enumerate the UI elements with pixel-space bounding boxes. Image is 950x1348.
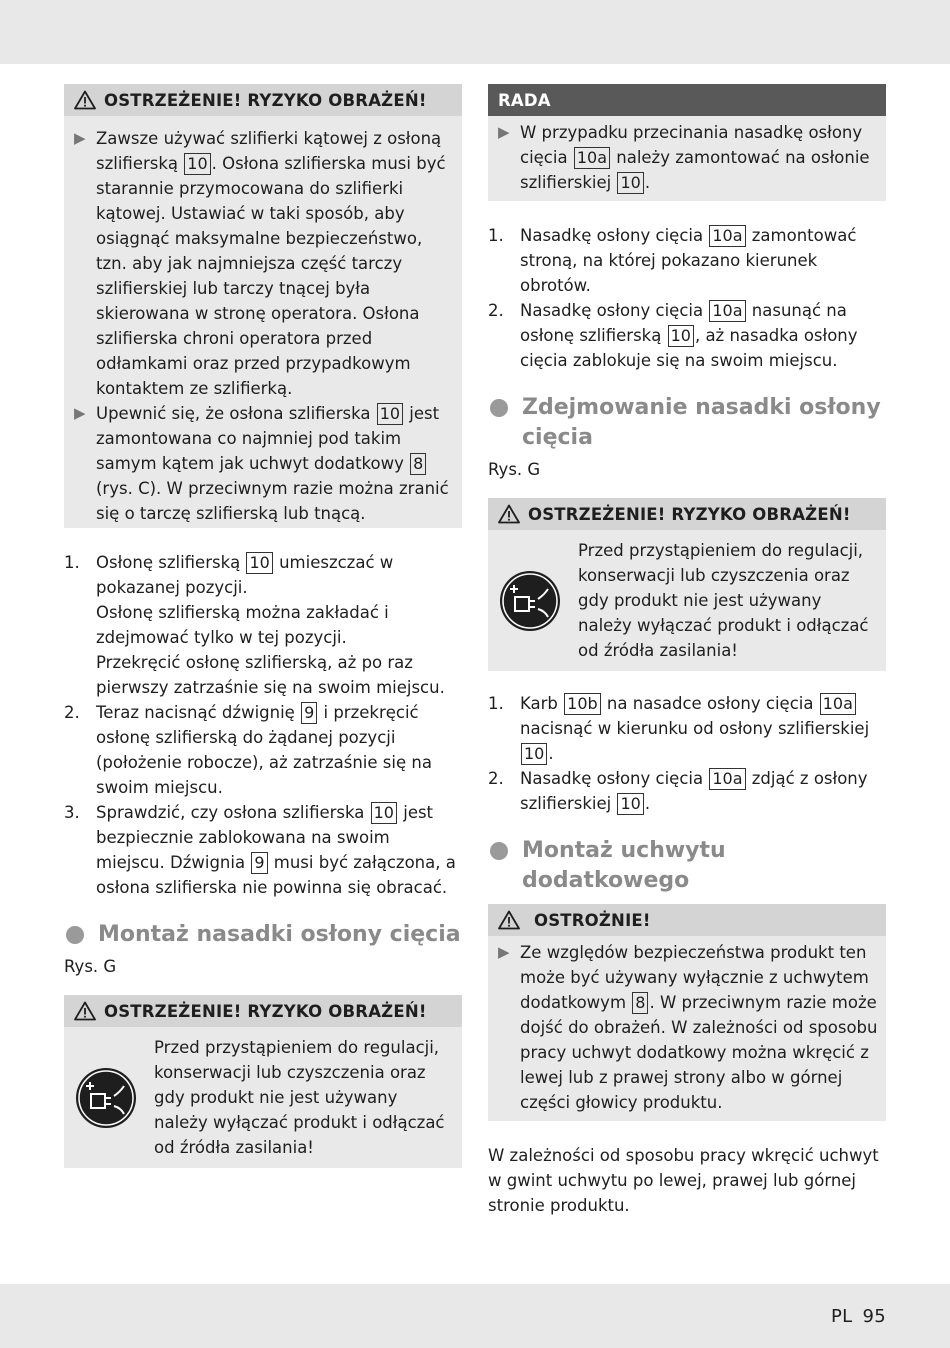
step-item — [64, 800, 462, 900]
tip-header — [488, 84, 886, 116]
step-item — [64, 550, 462, 700]
section-heading — [64, 920, 462, 950]
step-text: , aż nasadka osłony cięcia zablokuje się na swoim miejscu. — [520, 326, 858, 370]
step-number: 1. — [64, 553, 80, 572]
bullet-text: Zawsze używać szlifierki kątowej z osłoną szlifierską — [96, 129, 442, 173]
arrow-bullet-icon: ▶ — [498, 943, 510, 961]
installation-steps — [64, 550, 462, 900]
step-text: na nasadce osłony cięcia — [601, 694, 819, 713]
warning-box-power — [64, 995, 462, 1168]
step-text: Nasadkę osłony cięcia — [520, 226, 709, 245]
heading-bullet-icon — [66, 926, 84, 944]
warning-title: OSTRZEŻENIE! RYZYKO OBRAŻEŃ! — [104, 1001, 427, 1021]
left-column — [64, 84, 462, 1168]
step-text: Karb — [520, 694, 564, 713]
heading-bullet-icon — [490, 842, 508, 860]
warning-title: OSTRZEŻENIE! RYZYKO OBRAŻEŃ! — [104, 90, 427, 110]
body-paragraph: W zależności od sposobu pracy wkręcić uchwyt w gwint uchwytu po lewej, prawej lub górnej stronie produktu. — [488, 1146, 879, 1215]
step-text: . — [548, 744, 554, 763]
step-text: jest bezpiecznie zablokowana na swoim miejscu. Dźwignia — [96, 803, 434, 872]
part-reference: 10 — [521, 743, 547, 765]
right-column — [488, 84, 886, 1218]
warning-triangle-icon — [74, 90, 96, 110]
bullet-text: (rys. C). W przeciwnym razie można zranić się o tarczę szlifierską lub tnącą. — [96, 479, 449, 523]
part-reference: 10 — [371, 802, 397, 824]
warning-text: Przed przystąpieniem do regulacji, konserwacji lub czyszczenia oraz gdy produkt nie jest używany należy wyłączać produkt i odłączać od źródła zasilania! — [154, 1038, 445, 1157]
step-item — [488, 298, 886, 373]
page-footer — [831, 1304, 886, 1329]
section-heading-text: Montaż nasadki osłony cięcia — [98, 922, 461, 947]
step-text: Teraz nacisnąć dźwignię — [96, 703, 301, 722]
step-number: 2. — [488, 769, 504, 788]
bullet-text: Upewnić się, że osłona szlifierska — [96, 404, 376, 423]
figure-reference: Rys. G — [488, 460, 541, 479]
step-text: . — [644, 794, 651, 813]
mount-steps — [488, 223, 886, 373]
part-reference: 10 — [668, 325, 694, 347]
step-number: 1. — [488, 694, 504, 713]
tip-text: . — [644, 173, 651, 192]
warning-triangle-icon — [498, 910, 520, 930]
section-heading — [488, 393, 886, 453]
step-text: i przekręcić osłonę szlifierską do żądanej pozycji (położenie robocze), aż zatrzaśnie się na swoim miejscu. — [96, 703, 432, 797]
caution-text: Ze względów bezpieczeństwa produkt ten może być używany wyłącznie z uchwytem dodatkowym — [520, 943, 869, 1012]
step-text: musi być załączona, a osłona szlifierska nie powinna się obracać. — [96, 853, 456, 897]
arrow-bullet-icon: ▶ — [74, 404, 86, 422]
warning-triangle-icon — [74, 1001, 96, 1021]
caution-bullet — [498, 940, 878, 1115]
step-text: umieszczać w pokazanej pozycji. — [96, 553, 394, 597]
part-reference: 10b — [564, 693, 601, 715]
bullet-text: jest zamontowana co najmniej pod takim samym kątem jak uchwyt dodatkowy — [96, 404, 440, 473]
part-reference: 10a — [709, 300, 745, 322]
tip-box — [488, 84, 886, 201]
unplug-icon — [74, 1066, 138, 1130]
tip-text: W przypadku przecinania nasadkę osłony cięcia — [520, 123, 863, 167]
caution-title: OSTROŻNIE! — [534, 910, 651, 930]
section-heading — [488, 836, 886, 896]
step-text: zamontować stroną, na której pokazano kierunek obrotów. — [520, 226, 857, 295]
warning-box-power — [488, 498, 886, 671]
step-text: Nasadkę osłony cięcia — [520, 769, 709, 788]
warning-header — [488, 498, 886, 530]
step-text: zdjąć z osłony szlifierskiej — [520, 769, 868, 813]
step-text: Osłonę szlifierską można zakładać i zdejmować tylko w tej pozycji. — [96, 603, 389, 647]
step-item — [64, 700, 462, 800]
warning-title: OSTRZEŻENIE! RYZYKO OBRAŻEŃ! — [528, 504, 851, 524]
page-number: 95 — [862, 1306, 886, 1327]
warning-triangle-icon — [498, 504, 520, 524]
heading-bullet-icon — [490, 399, 508, 417]
part-reference: 8 — [410, 453, 426, 475]
part-reference: 9 — [251, 852, 267, 874]
step-item — [488, 223, 886, 298]
part-reference: 9 — [301, 702, 317, 724]
step-item — [488, 766, 886, 816]
figure-reference: Rys. G — [64, 957, 117, 976]
arrow-bullet-icon: ▶ — [498, 123, 510, 141]
step-number: 2. — [64, 703, 80, 722]
warning-header — [64, 84, 462, 116]
part-reference: 10 — [184, 153, 210, 175]
step-number: 1. — [488, 226, 504, 245]
tip-text: należy zamontować na osłonie szlifierskiej — [520, 148, 870, 192]
unplug-icon — [498, 569, 562, 633]
arrow-bullet-icon: ▶ — [74, 129, 86, 147]
top-band — [0, 0, 950, 64]
warning-box-injury — [64, 84, 462, 528]
part-reference: 10a — [709, 768, 745, 790]
step-text: Osłonę szlifierską — [96, 553, 246, 572]
bullet-text: . Osłona szlifierska musi być starannie przymocowana do szlifierki kątowej. Ustawiać w taki sposób, aby osiągnąć maksymalne bezpieczeństwo, tzn. aby jak najmniejsza część tarczy szlifierskiej lub tarczy tnącej była skierowana w stronę operatora. Osłona szlifierska chroni operatora przed odłamkami oraz przed przypadkowym kontaktem ze szlifierką. — [96, 154, 446, 398]
language-code: PL — [831, 1306, 853, 1327]
step-text: nasunąć na osłonę szlifierską — [520, 301, 847, 345]
caution-box — [488, 904, 886, 1121]
tip-title: RADA — [498, 90, 551, 110]
part-reference: 10 — [617, 793, 643, 815]
part-reference: 10 — [246, 552, 272, 574]
tip-bullet — [498, 120, 878, 195]
section-heading-text: Montaż uchwytu dodatkowego — [522, 838, 726, 893]
part-reference: 10a — [574, 147, 610, 169]
bottom-band — [0, 1284, 950, 1348]
step-text: Sprawdzić, czy osłona szlifierska — [96, 803, 370, 822]
step-number: 3. — [64, 803, 80, 822]
removal-steps — [488, 691, 886, 816]
section-heading-text: Zdejmowanie nasadki osłony cięcia — [522, 395, 881, 450]
warning-bullet — [74, 126, 454, 401]
part-reference: 10a — [820, 693, 856, 715]
warning-header — [64, 995, 462, 1027]
step-item — [488, 691, 886, 766]
warning-bullet — [74, 401, 454, 526]
part-reference: 10 — [377, 403, 403, 425]
step-number: 2. — [488, 301, 504, 320]
step-text: Nasadkę osłony cięcia — [520, 301, 709, 320]
step-text: Przekręcić osłonę szlifierską, aż po raz pierwszy zatrzaśnie się na swoim miejscu. — [96, 653, 445, 697]
part-reference: 8 — [632, 992, 648, 1014]
step-text: nacisnąć w kierunku od osłony szlifierskiej — [520, 719, 870, 738]
caution-header — [488, 904, 886, 936]
caution-text: . W przeciwnym razie może dojść do obrażeń. W zależności od sposobu pracy uchwyt dodatkowy można wkręcić z lewej lub z prawej strony albo w górnej części głowicy produktu. — [520, 993, 878, 1112]
warning-text: Przed przystąpieniem do regulacji, konserwacji lub czyszczenia oraz gdy produkt nie jest używany należy wyłączać produkt i odłączać od źródła zasilania! — [578, 541, 869, 660]
part-reference: 10a — [709, 225, 745, 247]
part-reference: 10 — [617, 172, 643, 194]
